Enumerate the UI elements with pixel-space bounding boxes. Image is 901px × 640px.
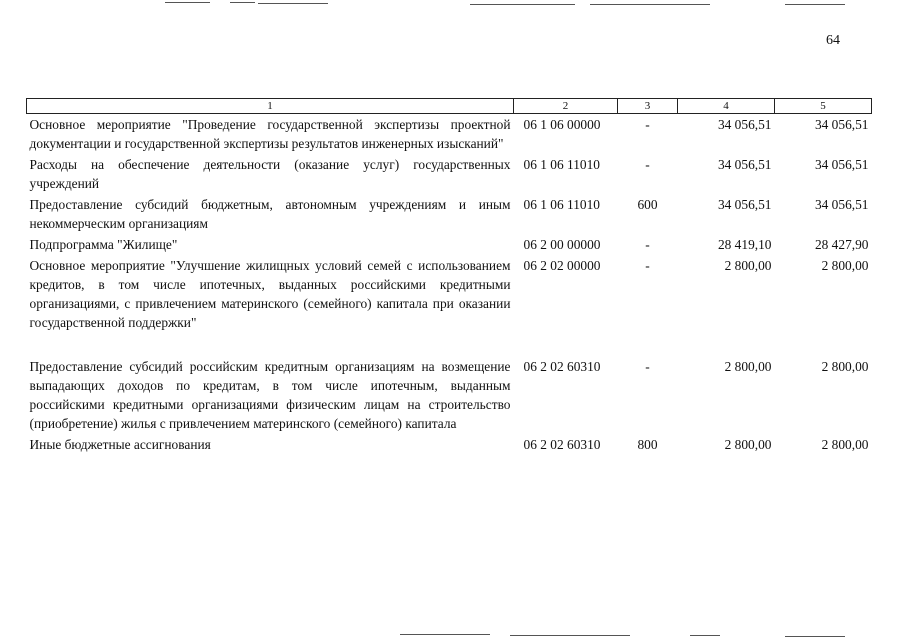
- row-code: 06 1 06 11010: [523, 157, 600, 172]
- scan-artifact-top: [165, 2, 210, 3]
- table-row: [27, 154, 872, 194]
- row-sum-1: 34 056,51: [717, 117, 772, 132]
- budget-table: [26, 98, 872, 455]
- row-sum-1: 34 056,51: [717, 197, 772, 212]
- scan-artifact-bottom: [400, 634, 490, 635]
- scan-artifact-bottom: [510, 635, 630, 636]
- row-name: Подпрограмма "Жилище": [29, 237, 178, 252]
- row-code: 06 2 00 00000: [523, 237, 601, 252]
- row-expense-type: -: [645, 359, 650, 374]
- row-code: 06 2 02 00000: [523, 258, 601, 273]
- row-code: 06 1 06 00000: [523, 117, 601, 132]
- row-sum-2: 2 800,00: [821, 437, 869, 452]
- row-name: Предоставление субсидий российским кредитным организациям на возмещение выпадающих доходов по кредитам, в том числе ипотечным, выданным российскими кредитными организациями физическим лицам на строительство (приобретение) жилья с привлечением материнского (семейного) капитала: [29, 359, 511, 431]
- page-number: 64: [826, 33, 840, 48]
- row-name: Предоставление субсидий бюджетным, автономным учреждениям и иным некоммерческим организациям: [29, 197, 511, 231]
- row-code: 06 2 02 60310: [523, 359, 601, 374]
- row-sum-2: 34 056,51: [814, 157, 869, 172]
- row-code: 06 1 06 11010: [523, 197, 600, 212]
- row-name: Основное мероприятие "Проведение государственной экспертизы проектной документации и государственной экспертизы результатов инженерных изысканий": [29, 117, 511, 151]
- row-sum-2: 2 800,00: [821, 359, 869, 374]
- row-sum-2: 28 427,90: [814, 237, 869, 252]
- scan-artifact-bottom: [785, 636, 845, 637]
- row-expense-type: -: [645, 117, 650, 132]
- row-sum-1: 28 419,10: [717, 237, 772, 252]
- table-row: [27, 255, 872, 356]
- row-code: 06 2 02 60310: [523, 437, 601, 452]
- table-row: [27, 194, 872, 234]
- row-sum-2: 34 056,51: [814, 117, 869, 132]
- scan-artifact-top: [230, 2, 255, 3]
- scan-artifact-top: [590, 4, 710, 5]
- row-sum-1: 2 800,00: [724, 359, 772, 374]
- row-sum-2: 2 800,00: [821, 258, 869, 273]
- row-sum-1: 34 056,51: [717, 157, 772, 172]
- scan-artifact-top: [470, 4, 575, 5]
- row-expense-type: -: [645, 258, 650, 273]
- table-header-row: [27, 99, 872, 114]
- row-sum-1: 2 800,00: [724, 437, 772, 452]
- col-header-2: 2: [514, 99, 618, 114]
- row-name: Иные бюджетные ассигнования: [29, 437, 211, 452]
- scan-artifact-top: [258, 3, 328, 4]
- col-header-1: 1: [27, 99, 514, 114]
- table-row: [27, 356, 872, 434]
- row-name: Основное мероприятие "Улучшение жилищных условий семей с использованием кредитов, в том числе ипотечных, выданных российскими кредитными организациями, с привлечением материнского (семейного) капитала при оказании государственной поддержки": [29, 258, 511, 330]
- row-sum-2: 34 056,51: [814, 197, 869, 212]
- table-row: [27, 234, 872, 255]
- table-row: [27, 114, 872, 155]
- col-header-5: 5: [775, 99, 872, 114]
- row-expense-type: 800: [637, 437, 658, 452]
- col-header-3: 3: [618, 99, 678, 114]
- row-expense-type: 600: [637, 197, 658, 212]
- scan-artifact-bottom: [690, 635, 720, 636]
- row-expense-type: -: [645, 157, 650, 172]
- scan-artifact-top: [785, 4, 845, 5]
- row-sum-1: 2 800,00: [724, 258, 772, 273]
- col-header-4: 4: [678, 99, 775, 114]
- row-name: Расходы на обеспечение деятельности (оказание услуг) государственных учреждений: [29, 157, 511, 191]
- row-expense-type: -: [645, 237, 650, 252]
- table-row: [27, 434, 872, 455]
